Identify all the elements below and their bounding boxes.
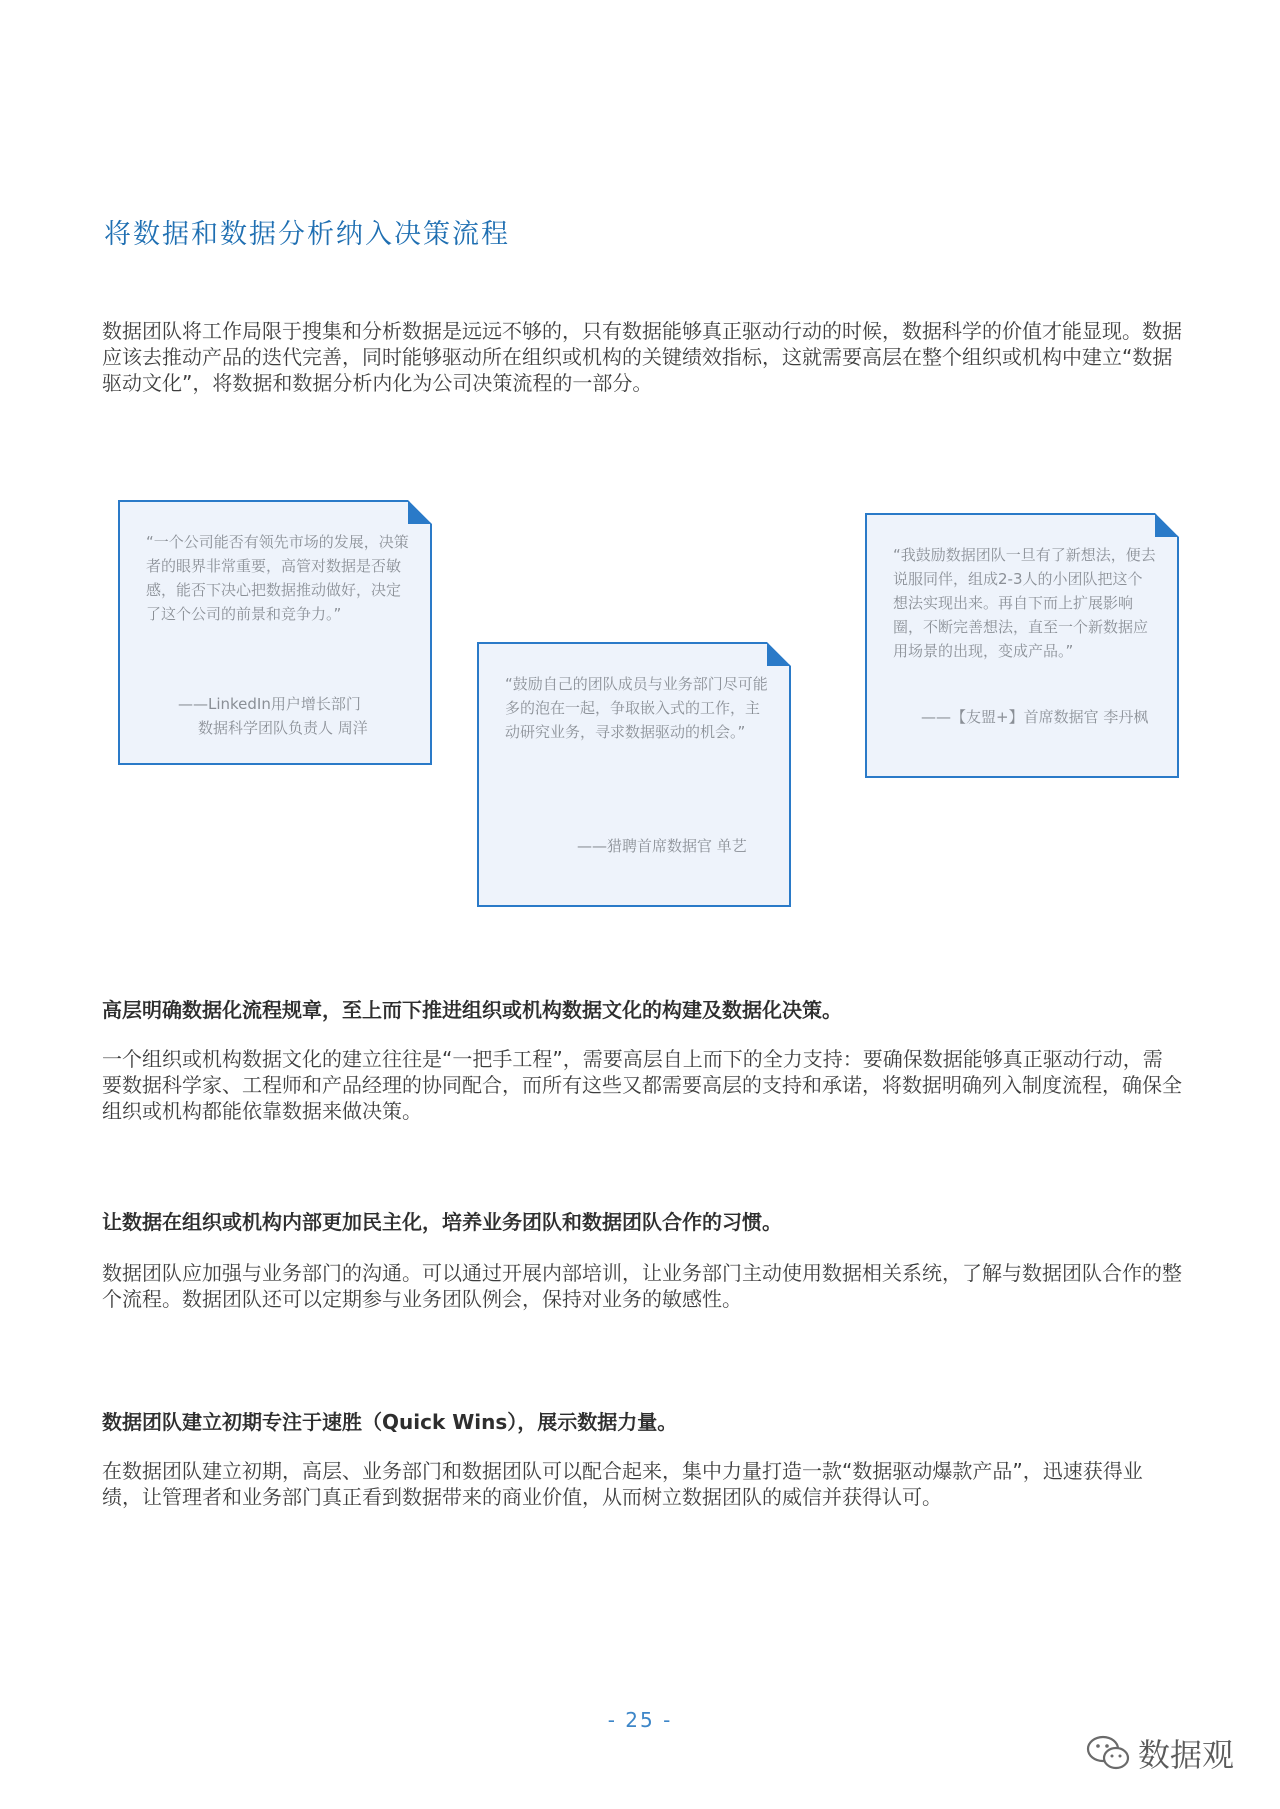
folded-corner-icon — [767, 642, 791, 666]
section-title: 将数据和数据分析纳入决策流程 — [104, 219, 510, 250]
wechat-icon — [1086, 1733, 1132, 1773]
watermark — [1086, 1730, 1234, 1776]
folded-corner-icon — [1155, 513, 1179, 537]
folded-corner-icon — [408, 500, 432, 524]
quote-text: “一个公司能否有领先市场的发展，决策者的眼界非常重要，高管对数据是否敏感，能否下决心把数据推动做好，决定了这个公司的前景和竞争力。” — [146, 533, 409, 623]
watermark-text: 数据观 — [1138, 1736, 1235, 1774]
page-number: - 25 - — [607, 1708, 673, 1732]
quote-author-line-2: 数据科学团队负责人 周洋 — [198, 719, 368, 737]
quote-author-line-1: ——【友盟+】首席数据官 李丹枫 — [921, 708, 1149, 726]
quote-author-line-1: ——LinkedIn用户增长部门 — [178, 695, 361, 713]
quote-text: “我鼓励数据团队一旦有了新想法，便去说服同伴，组成2-3人的小团队把这个想法实现出来。再自下而上扩展影响圈，不断完善想法，直至一个新数据应用场景的出现，变成产品。” — [893, 546, 1156, 660]
section-body-1: 一个组织或机构数据文化的建立往往是“一把手工程”，需要高层自上而下的全力支持：要确保数据能够真正驱动行动，需要数据科学家、工程师和产品经理的协同配合，而所有这些又都需要高层的支持和承诺，将数据明确列入制度流程，确保全组织或机构都能依靠数据来做决策。 — [102, 1047, 1182, 1123]
section-heading-1: 高层明确数据化流程规章，至上而下推进组织或机构数据文化的构建及数据化决策。 — [102, 998, 842, 1022]
section-body-3: 在数据团队建立初期，高层、业务部门和数据团队可以配合起来，集中力量打造一款“数据驱动爆款产品”，迅速获得业绩，让管理者和业务部门真正看到数据带来的商业价值，从而树立数据团队的威信并获得认可。 — [102, 1459, 1143, 1509]
section-heading-2: 让数据在组织或机构内部更加民主化，培养业务团队和数据团队合作的习惯。 — [102, 1210, 782, 1234]
quote-author-line-1: ——猎聘首席数据官 单艺 — [577, 837, 747, 855]
quote-card-linkedin — [118, 500, 432, 765]
section-body-2: 数据团队应加强与业务部门的沟通。可以通过开展内部培训，让业务部门主动使用数据相关系统，了解与数据团队合作的整个流程。数据团队还可以定期参与业务团队例会，保持对业务的敏感性。 — [102, 1261, 1182, 1311]
quote-text: “鼓励自己的团队成员与业务部门尽可能多的泡在一起，争取嵌入式的工作，主动研究业务，寻求数据驱动的机会。” — [505, 675, 768, 741]
quote-card-liepin — [477, 642, 791, 907]
section-heading-3: 数据团队建立初期专注于速胜（Quick Wins），展示数据力量。 — [102, 1410, 678, 1434]
quote-card-umeng — [865, 513, 1179, 778]
intro-paragraph: 数据团队将工作局限于搜集和分析数据是远远不够的，只有数据能够真正驱动行动的时候，数据科学的价值才能显现。数据应该去推动产品的迭代完善，同时能够驱动所在组织或机构的关键绩效指标，这就需要高层在整个组织或机构中建立“数据驱动文化”，将数据和数据分析内化为公司决策流程的一部分。 — [102, 319, 1182, 395]
